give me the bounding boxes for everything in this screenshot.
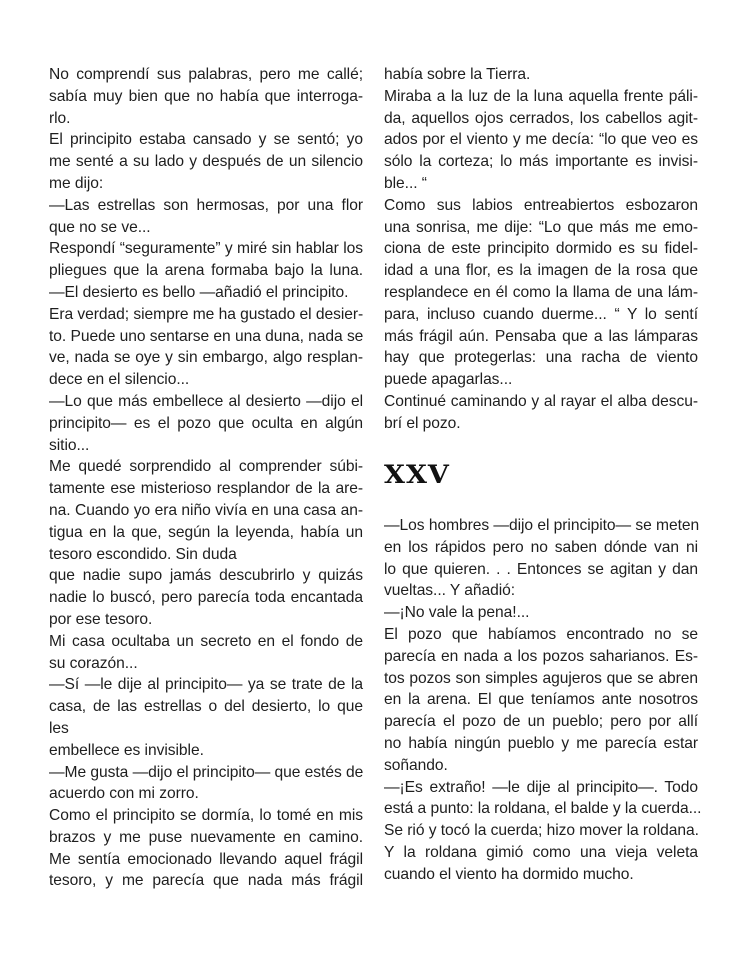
text-line: tamente ese misterioso resplandor de la are- [49,480,363,498]
text-line: nadie lo buscó, pero parecía toda encantada [49,589,363,607]
text-line: sólo la corteza; lo más importante es invisi- [384,153,698,171]
text-line: da, aquellos ojos cerrados, los cabellos agit- [384,109,698,127]
text-line: en la arena. El que teníamos ante nosotros [384,691,698,709]
text-line: Como el principito se dormía, lo tomé en mis [49,807,363,825]
text-line: brazos y me puse nuevamente en camino. [49,828,363,846]
text-line: El principito estaba cansado y se sentó; yo [49,131,363,149]
text-line: embellece es invisible. [49,741,204,759]
text-line: Y la roldana gimió como una vieja veleta [384,843,698,861]
text-line: ble... “ [384,174,427,192]
text-line: resplandece en él como la llama de una lám- [384,283,698,301]
text-line: Respondí “seguramente” y miré sin hablar los [49,240,363,258]
right-column-bottom [384,515,702,886]
text-line: parecía en nada a los pozos saharianos. Es- [384,647,698,665]
text-line: Continué caminando y al rayar el alba descu- [384,392,698,410]
left-column [49,64,363,892]
text-line: está a punto: la roldana, el balde y la cuerda... [384,800,702,818]
text-line: Me quedé sorprendido al comprender súbi- [49,458,363,476]
text-line: les [49,719,69,737]
text-line: casa, de las estrellas o del desierto, lo que [49,698,363,716]
text-line: Mi casa ocultaba un secreto en el fondo de [49,632,363,650]
text-line: tesoro, y me parecía que nada más frágil [49,872,363,890]
text-line: —Las estrellas son hermosas, por una flor [49,196,363,214]
text-line: No comprendí sus palabras, pero me callé; [49,66,363,83]
text-line: había sobre la Tierra. [384,66,531,83]
text-line: no había ningún pueblo y me parecía estar [384,734,698,752]
text-line: que no se ve... [49,218,151,236]
text-line: Miraba a la luz de la luna aquella frente páli- [384,87,698,105]
text-line: Me sentía emocionado llevando aquel frágil [49,850,363,868]
text-line: en los rápidos pero no saben dónde van ni [384,538,698,556]
text-line: soñando. [384,756,448,774]
text-line: —Los hombres —dijo el principito— se meten [384,517,700,534]
text-line: sitio... [49,436,90,454]
text-line: sabía muy bien que no había que interroga- [49,87,363,105]
text-line: más frágil aún. Pensaba que a las lámparas [384,327,698,345]
text-line: Era verdad; siempre me ha gustado el desier- [49,305,364,323]
text-line: na. Cuando yo era niño vivía en una casa an- [49,501,363,519]
text-line: —El desierto es bello —añadió el principito. [49,283,349,301]
text-line: tos pozos son simples agujeros que se abren [384,669,698,687]
text-line: dece en el silencio... [49,371,190,389]
text-line: —Lo que más embellece al desierto —dijo el [49,392,363,410]
text-line: su corazón... [49,654,138,672]
text-line: cuando el viento ha dormido mucho. [384,865,634,883]
text-line: —¡No vale la pena!... [384,604,530,622]
text-line: brí el pozo. [384,414,461,432]
text-line: para, incluso cuando duerme... “ Y lo sentí [384,305,698,323]
text-line: que nadie supo jamás descubrirlo y quizás [49,567,363,585]
text-line: por ese tesoro. [49,610,153,628]
text-line: tigua en la que, según la leyenda, había un [49,523,363,541]
text-line: vueltas... Y añadió: [384,582,516,600]
text-line: me senté a su lado y después de un silencio [49,153,363,171]
text-line: idad a una flor, es la imagen de la rosa que [384,262,698,280]
text-line: —Me gusta —dijo el principito— que estés de [49,763,364,781]
text-line: El pozo que habíamos encontrado no se [384,625,698,643]
text-line: parecía el pozo de un pueblo; pero por allí [384,713,698,731]
text-line: to. Puede uno sentarse en una duna, nada se [49,327,364,345]
chapter-title: XXV [384,461,450,490]
text-line: Como sus labios entreabiertos esbozaron [384,196,698,214]
text-line: acuerdo con mi zorro. [49,785,199,803]
text-line: ciona de este principito dormido es su fidel- [384,240,698,258]
text-line: rlo. [49,109,71,127]
text-line: hay que protegerlas: una racha de viento [384,349,698,367]
text-line: puede apagarlas... [384,371,513,389]
text-line: tesoro escondido. Sin duda [49,545,237,563]
text-line: me dijo: [49,174,104,192]
text-line: lo que quieren. . . Entonces se agitan y dan [384,560,698,578]
text-line: principito— es el pozo que oculta en algún [49,414,363,432]
text-line: —¡Es extraño! —le dije al principito—. Todo [384,778,698,796]
right-column-top [384,64,698,435]
text-line: ados por el viento y me decía: “lo que veo es [384,131,698,149]
text-line: pliegues que la arena formaba bajo la luna. [49,262,363,280]
text-line: —Sí —le dije al principito— ya se trate de la [49,676,363,694]
text-line: ve, nada se oye y sin embargo, algo resplan- [49,349,363,367]
text-line: Se rió y tocó la cuerda; hizo mover la roldana. [384,822,699,840]
text-line: una sonrisa, me dije: “Lo que más me emo- [384,218,698,236]
